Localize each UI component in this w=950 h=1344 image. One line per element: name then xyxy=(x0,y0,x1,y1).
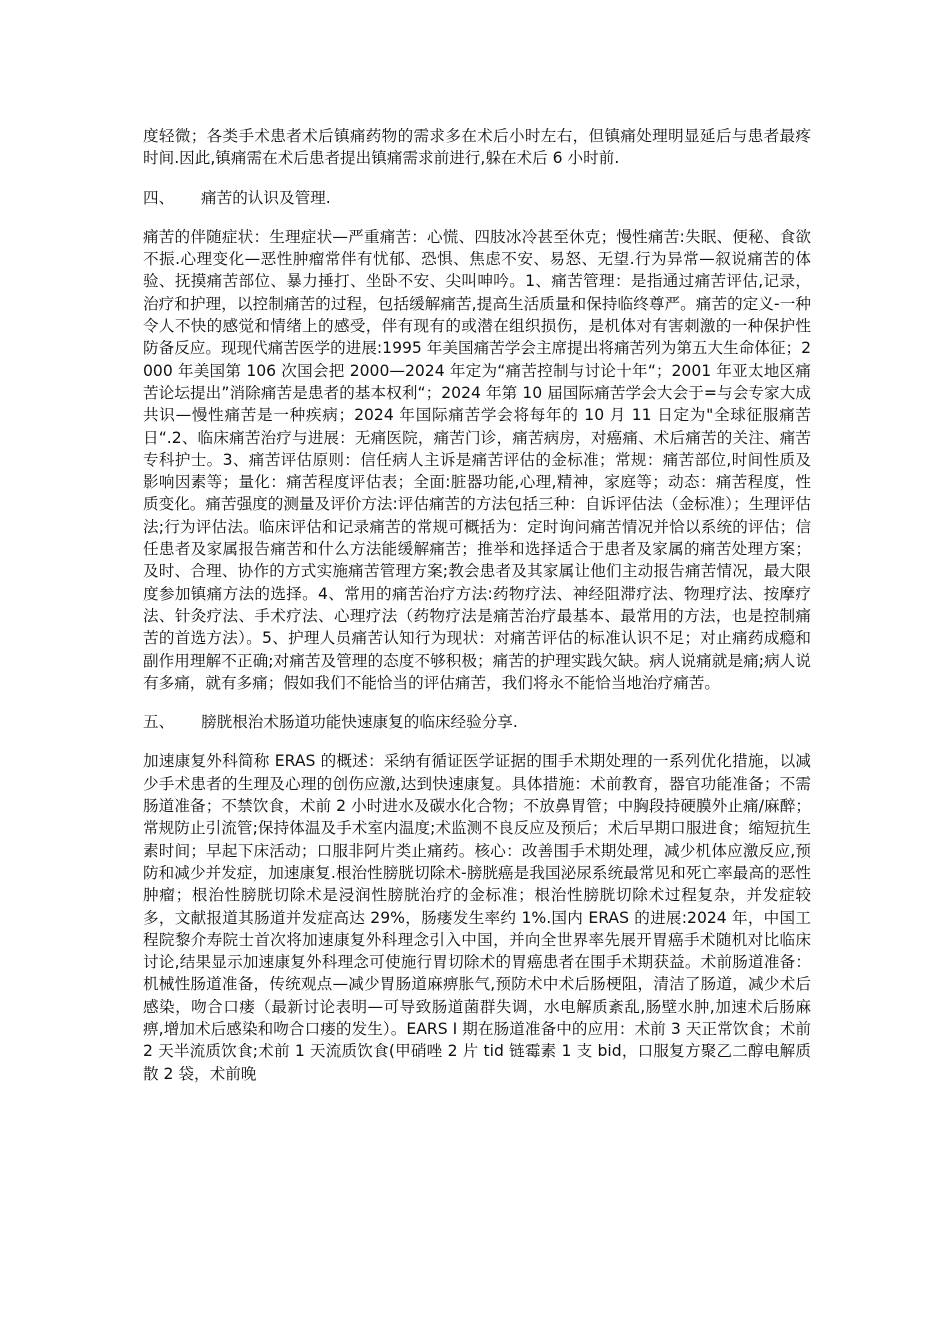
section-heading-4 xyxy=(143,187,811,209)
intro-paragraph: 度轻微；各类手术患者术后镇痛药物的需求多在术后小时左右，但镇痛处理明显延后与患者最疼时间.因此,镇痛需在术后患者提出镇痛需求前进行,躲在术后 6 小时前. xyxy=(143,127,811,168)
document-content xyxy=(143,125,811,1085)
section-body-4: 痛苦的伴随症状：生理症状—严重痛苦：心慌、四肢冰冷甚至休克；慢性痛苦:失眠、便秘、食欲不振.心理变化—恶性肿瘤常伴有忧郁、恐惧、焦虑不安、易怒、无望.行为异常—叙说痛苦的体验、抚摸痛苦部位、暴力捶打、坐卧不安、尖叫呻吟。1、痛苦管理：是指通过痛苦评估,记录，治疗和护理，以控制痛苦的过程，包括缓解痛苦,提高生活质量和保持临终尊严。痛苦的定义-一种令人不快的感觉和情绪上的感受，伴有现有的或潜在组织损伤，是机体对有害刺激的一种保护性防备反应。现现代痛苦医学的进展:1995 年美国痛苦学会主席提出将痛苦列为第五大生命体征；2000 年美国第 106 次国会把 2000—2024 年定为“痛苦控制与讨论十年“；2001 年亚太地区痛苦论坛提出”消除痛苦是患者的基本权利“；2024 年第 10 届国际痛苦学会大会于=与会专家大成共识—慢性痛苦是一种疾病；2024 年国际痛苦学会将每年的 10 月 11 日定为"全球征服痛苦日“.2、临床痛苦治疗与进展：无痛医院，痛苦门诊，痛苦病房，对癌痛、术后痛苦的关注、痛苦专科护士。3、痛苦评估原则：信任病人主诉是痛苦评估的金标准；常规：痛苦部位,时间性质及影响因素等；量化：痛苦程度评估表；全面:脏器功能,心理,精神，家庭等；动态：痛苦程度，性质变化。痛苦强度的测量及评价方法:评估痛苦的方法包括三种：自诉评估法（金标准）；生理评估法;行为评估法。临床评估和记录痛苦的常规可概括为：定时询问痛苦情况并恰以系统的评估；信任患者及家属报告痛苦和什么方法能缓解痛苦；推举和选择适合于患者及家属的痛苦处理方案；及时、合理、协作的方式实施痛苦管理方案;教会患者及其家属让他们主动报告痛苦情况，最大限度参加镇痛方法的选择。4、常用的痛苦治疗方法:药物疗法、神经阻滞疗法、物理疗法、按摩疗法、针灸疗法、手术疗法、心理疗法（药物疗法是痛苦治疗最基本、最常用的方法，也是控制痛苦的首选方法）。5、护理人员痛苦认知行为现状：对痛苦评估的标准认识不足；对止痛药成瘾和副作用理解不正确;对痛苦及管理的态度不够积极；痛苦的护理实践欠缺。病人说痛就是痛;病人说有多痛，就有多痛；假如我们不能恰当的评估痛苦，我们将永不能恰当地治疗痛苦。 xyxy=(143,227,811,692)
section-number: 四、 xyxy=(143,188,175,207)
section-body-5: 加速康复外科简称 ERAS 的概述：采纳有循证医学证据的围手术期处理的一系列优化措施，以减少手术患者的生理及心理的创伤应激,达到快速康复。具体措施：术前教育，器官功能准备；不需肠道准备；不禁饮食，术前 2 小时进水及碳水化合物；不放鼻胃管；中胸段持硬膜外止痛/麻醉；常规防止引流管;保持体温及手术室内温度;术监测不良反应及预后；术后早期口服进食；缩短抗生素时间；早起下床活动；口服非阿片类止痛药。核心：改善围手术期处理，减少机体应激反应,预防和减少并发症，加速康复.根治性膀胱切除术-膀胱癌是我国泌尿系统最常见和死亡率最高的恶性肿瘤；根治性膀胱切除术是浸润性膀胱治疗的金标准；根治性膀胱切除术过程复杂，并发症较多，文献报道其肠道并发症高达 29%，肠瘘发生率约 1%.国内 ERAS 的进展:2024 年，中国工程院黎介寿院士首次将加速康复外科理念引入中国，并向全世界率先展开胃癌手术随机对比临床讨论,结果显示加速康复外科理念可使施行胃切除术的胃癌患者在围手术期获益。术前肠道准备：机械性肠道准备，传统观点—减少胃肠道麻痹胀气,预防术中术后肠梗阻，清洁了肠道，减少术后感染，吻合口瘘（最新讨论表明—可导致肠道菌群失调，水电解质紊乱,肠壁水肿,加速术后肠麻痹,增加术后感染和吻合口瘘的发生）。EARS I 期在肠道准备中的应用：术前 3 天正常饮食；术前 2 天半流质饮食;术前 1 天流质饮食(甲硝唑 2 片 tid 链霉素 1 支 bid，口服复方聚乙二醇电解质散 2 袋，术前晚 xyxy=(143,752,811,1083)
section-title: 痛苦的认识及管理. xyxy=(201,188,331,207)
section-heading-5 xyxy=(143,711,811,733)
section-number: 五、 xyxy=(143,713,175,732)
section-title: 膀胱根治术肠道功能快速康复的临床经验分享. xyxy=(201,713,518,732)
